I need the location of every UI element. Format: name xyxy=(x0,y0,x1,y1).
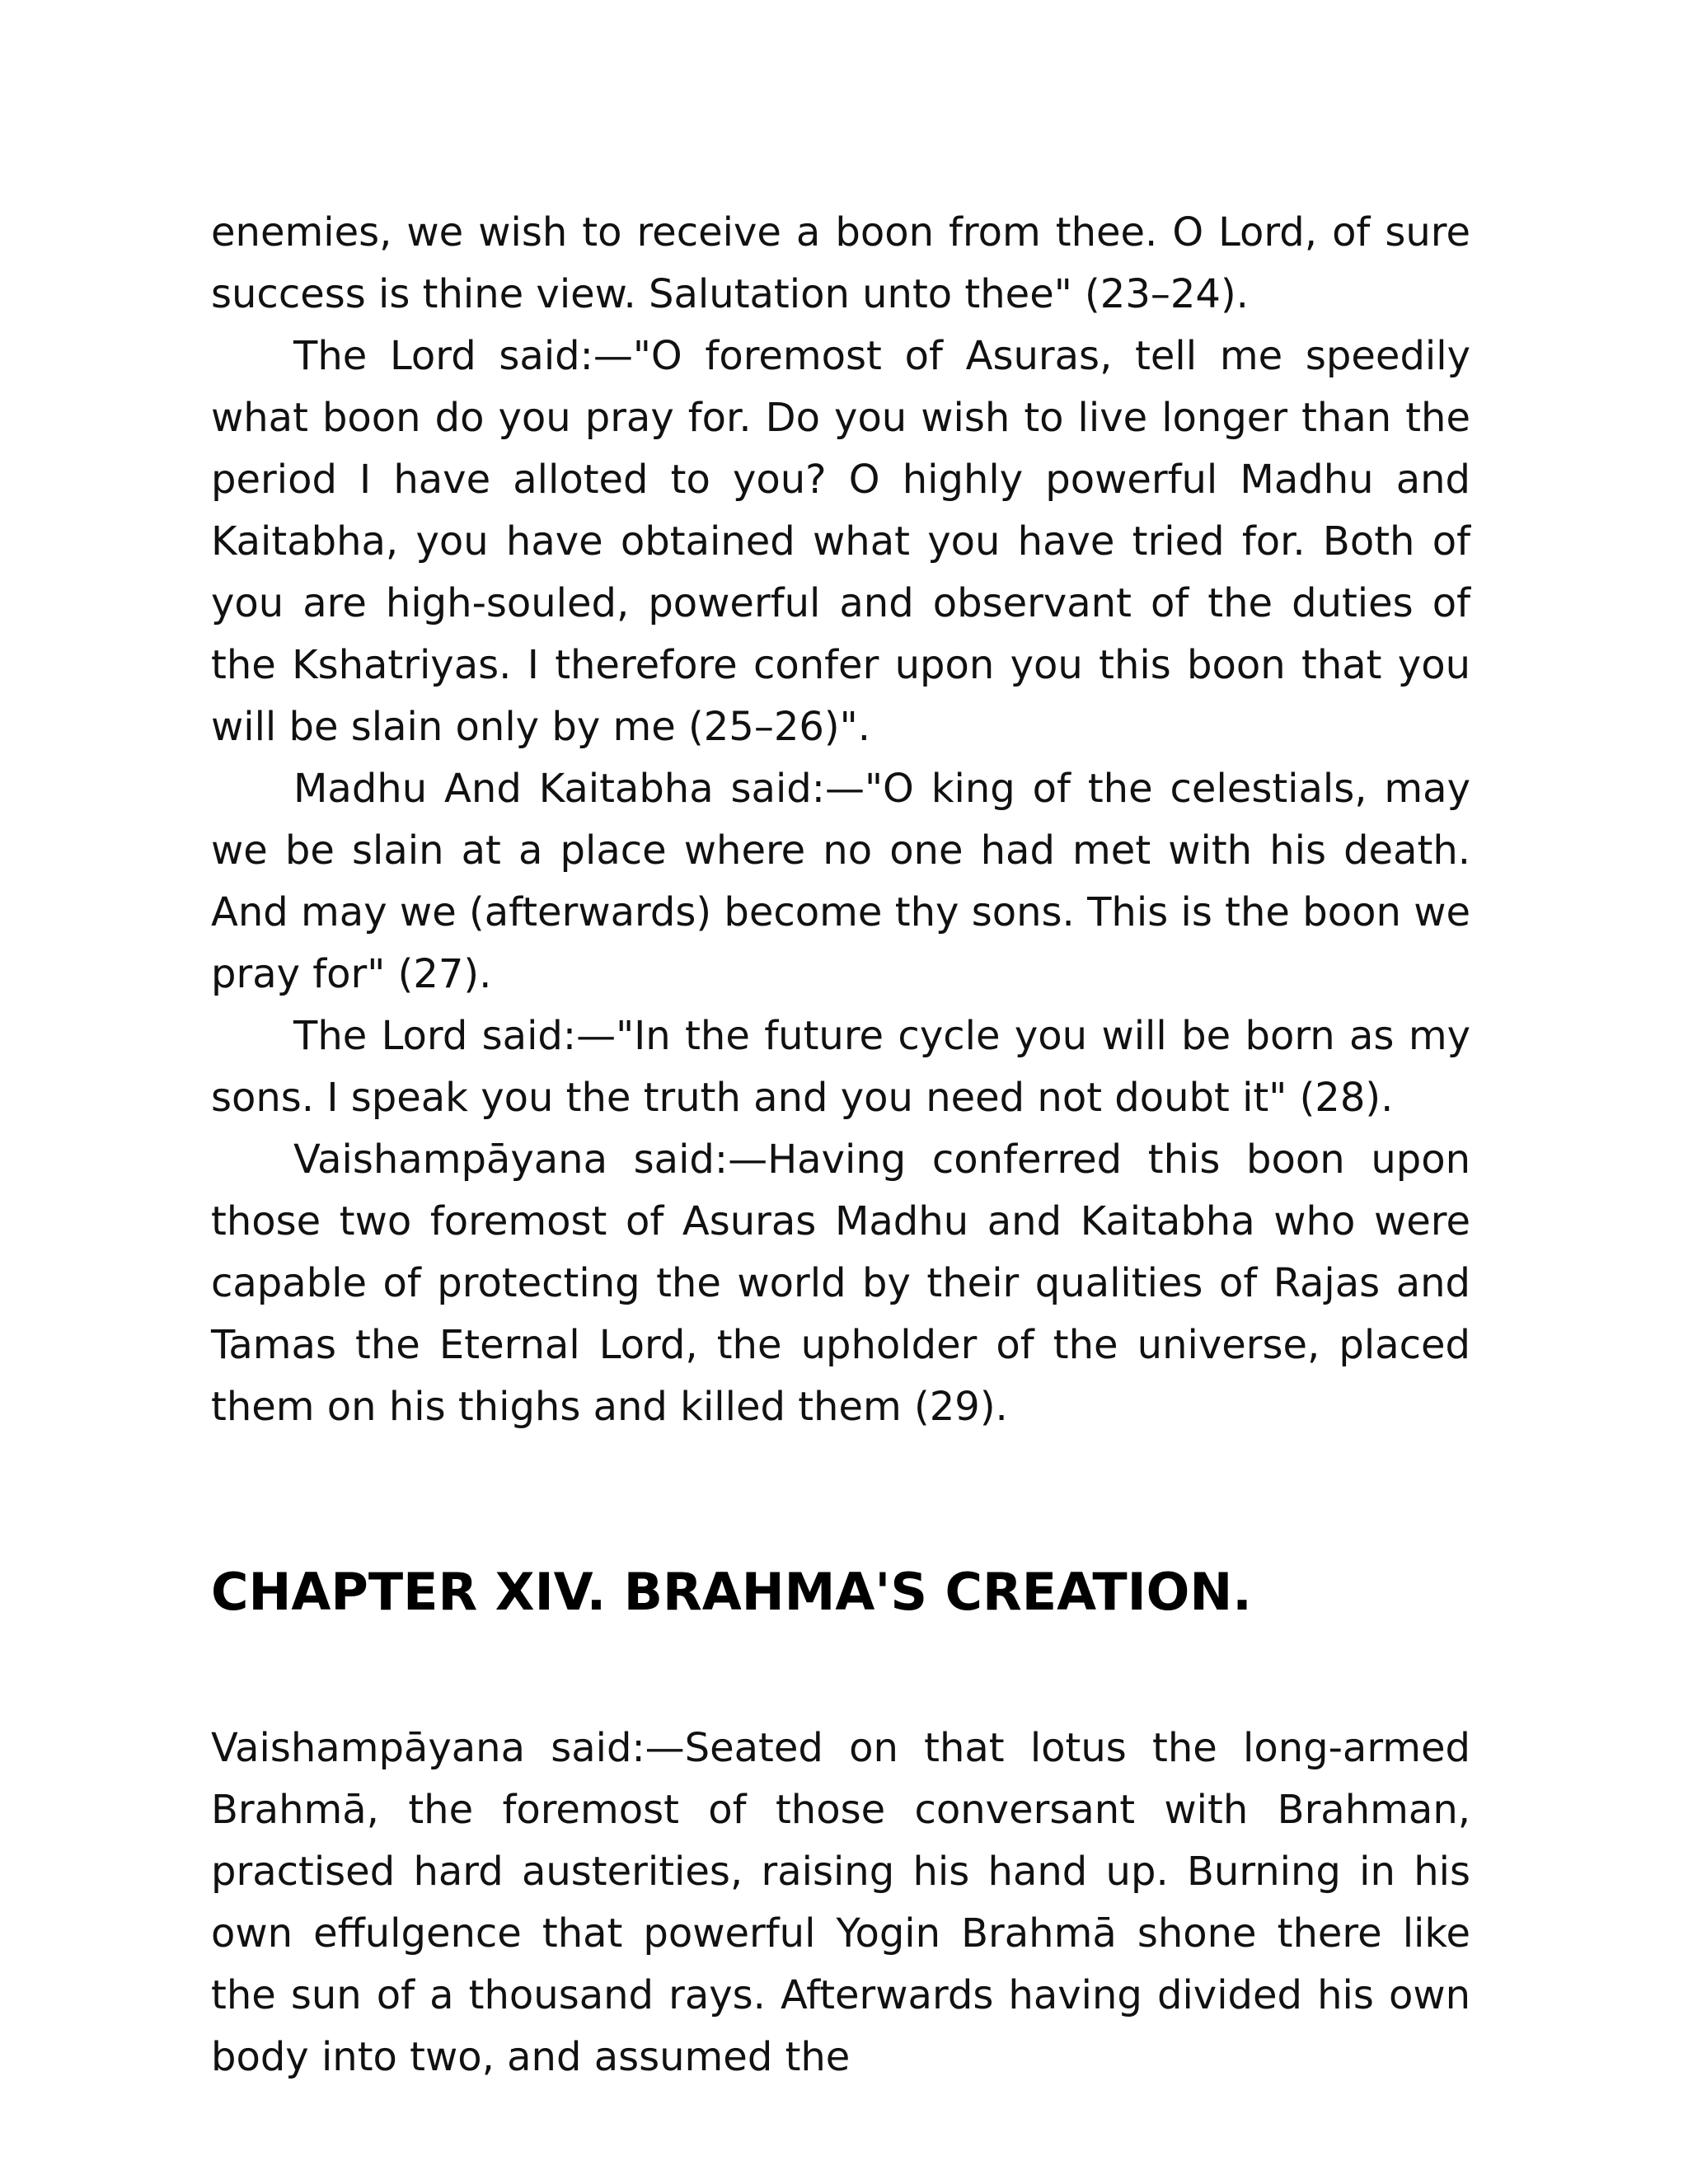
paragraph-madhu-kaitabha-speech: Madhu And Kaitabha said:—"O king of the celestials, may we be slain at a place where no one had met with his death. And may we (afterwards) become thy sons. This is the boon we pray for" (27). xyxy=(211,766,1470,997)
paragraph-chapter-opening: Vaishampāyana said:—Seated on that lotus the long-armed Brahmā, the foremost of those conversant with Brahman, practised hard austerities, raising his hand up. Burning in his own effulgence that powerful Yogin Brahmā shone there like the sun of a thousand rays. Afterwards having divided his own body into two, and assumed the xyxy=(211,1725,1470,2080)
paragraph-lord-reply: The Lord said:—"In the future cycle you will be born as my sons. I speak you the truth and you need not doubt it" (28). xyxy=(211,1013,1470,1121)
paragraph-continuation: enemies, we wish to receive a boon from thee. O Lord, of sure success is thine view. Salutation unto thee" (23–24). xyxy=(211,209,1470,317)
chapter-heading: CHAPTER XIV. BRAHMA'S CREATION. xyxy=(211,1562,1252,1622)
page-content xyxy=(211,202,1470,2088)
paragraph-lord-speech: The Lord said:—"O foremost of Asuras, tell me speedily what boon do you pray for. Do you wish to live longer than the period I have alloted to you? O highly powerful Madhu and Kaitabha, you have obtained what you have tried for. Both of you are high-souled, powerful and observant of the duties of the Kshatriyas. I therefore confer upon you this boon that you will be slain only by me (25–26)". xyxy=(211,333,1470,750)
paragraph-vaishampayana-narration: Vaishampāyana said:—Having conferred this boon upon those two foremost of Asuras Madhu and Kaitabha who were capable of protecting the world by their qualities of Rajas and Tamas the Eternal Lord, the upholder of the universe, placed them on his thighs and killed them (29). xyxy=(211,1137,1470,1430)
